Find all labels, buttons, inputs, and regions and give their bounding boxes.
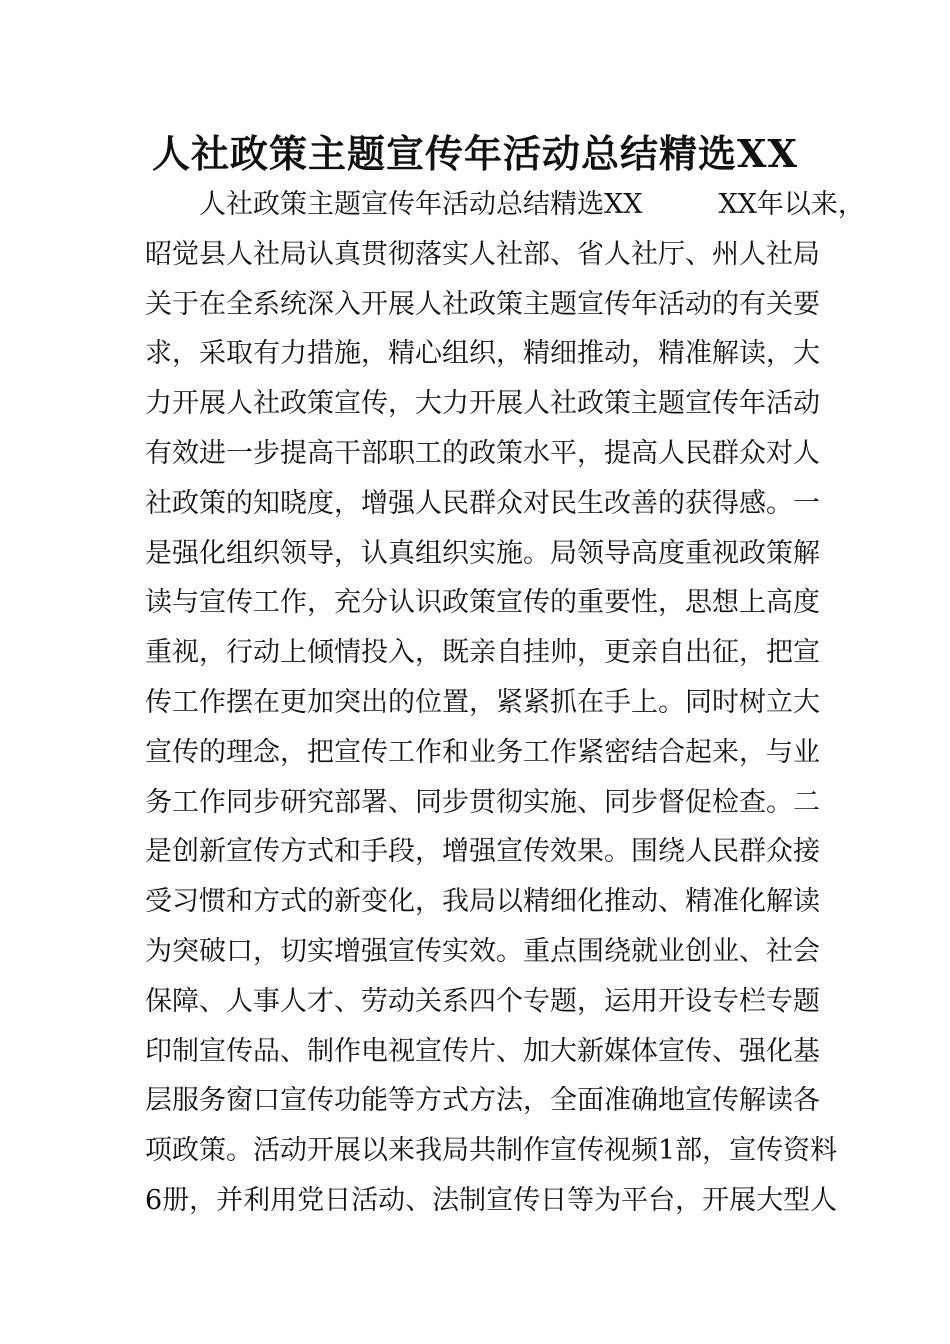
body-line: 受习惯和方式的新变化，我局以精细化推动、精准化解读 <box>145 886 820 918</box>
body-line: 宣传的理念，把宣传工作和业务工作紧密结合起来，与业 <box>145 736 820 768</box>
body-line: 力开展人社政策宣传，大力开展人社政策主题宣传年活动 <box>145 388 820 420</box>
body-line: 是强化组织领导，认真组织实施。局领导高度重视政策解 <box>145 537 820 569</box>
document-title: 人社政策主题宣传年活动总结精选XX <box>152 131 798 176</box>
body-line: 务工作同步研究部署、同步贯彻实施、同步督促检查。二 <box>145 786 820 818</box>
repeated-title-text: 人社政策主题宣传年活动总结精选XX <box>199 189 643 220</box>
body-line: 是创新宣传方式和手段，增强宣传效果。围绕人民群众接 <box>145 836 820 868</box>
body-line: 求，采取有力措施，精心组织，精细推动，精准解读，大 <box>145 338 820 370</box>
body-line: 社政策的知晓度，增强人民群众对民生改善的获得感。一 <box>145 487 820 519</box>
body-line: 传工作摆在更加突出的位置，紧紧抓在手上。同时树立大 <box>145 686 820 718</box>
body-line: 印制宣传品、制作电视宣传片、加大新媒体宣传、强化基 <box>145 1035 820 1067</box>
body-line-1 <box>145 180 865 230</box>
body-line: 项政策。活动开展以来我局共制作宣传视频1部，宣传资料 <box>145 1135 838 1167</box>
body-line: 有效进一步提高干部职工的政策水平，提高人民群众对人 <box>145 437 820 469</box>
body-line: 读与宣传工作，充分认识政策宣传的重要性，思想上高度 <box>145 587 820 619</box>
body-line: 为突破口，切实增强宣传实效。重点围绕就业创业、社会 <box>145 935 820 967</box>
body-line: 层服务窗口宣传功能等方式方法，全面准确地宣传解读各 <box>145 1085 820 1117</box>
body-line: 重视，行动上倾情投入，既亲自挂帅，更亲自出征，把宣 <box>145 637 820 669</box>
body-line: 保障、人事人才、劳动关系四个专题，运用开设专栏专题 <box>145 985 820 1017</box>
document-body <box>145 180 865 1226</box>
body-line: 关于在全系统深入开展人社政策主题宣传年活动的有关要 <box>145 288 820 320</box>
body-line: 昭觉县人社局认真贯彻落实人社部、省人社厅、州人社局 <box>145 238 820 270</box>
body-line: 6册，并利用党日活动、法制宣传日等为平台，开展大型人 <box>145 1184 838 1216</box>
opening-phrase: XX年以来， <box>718 189 865 220</box>
